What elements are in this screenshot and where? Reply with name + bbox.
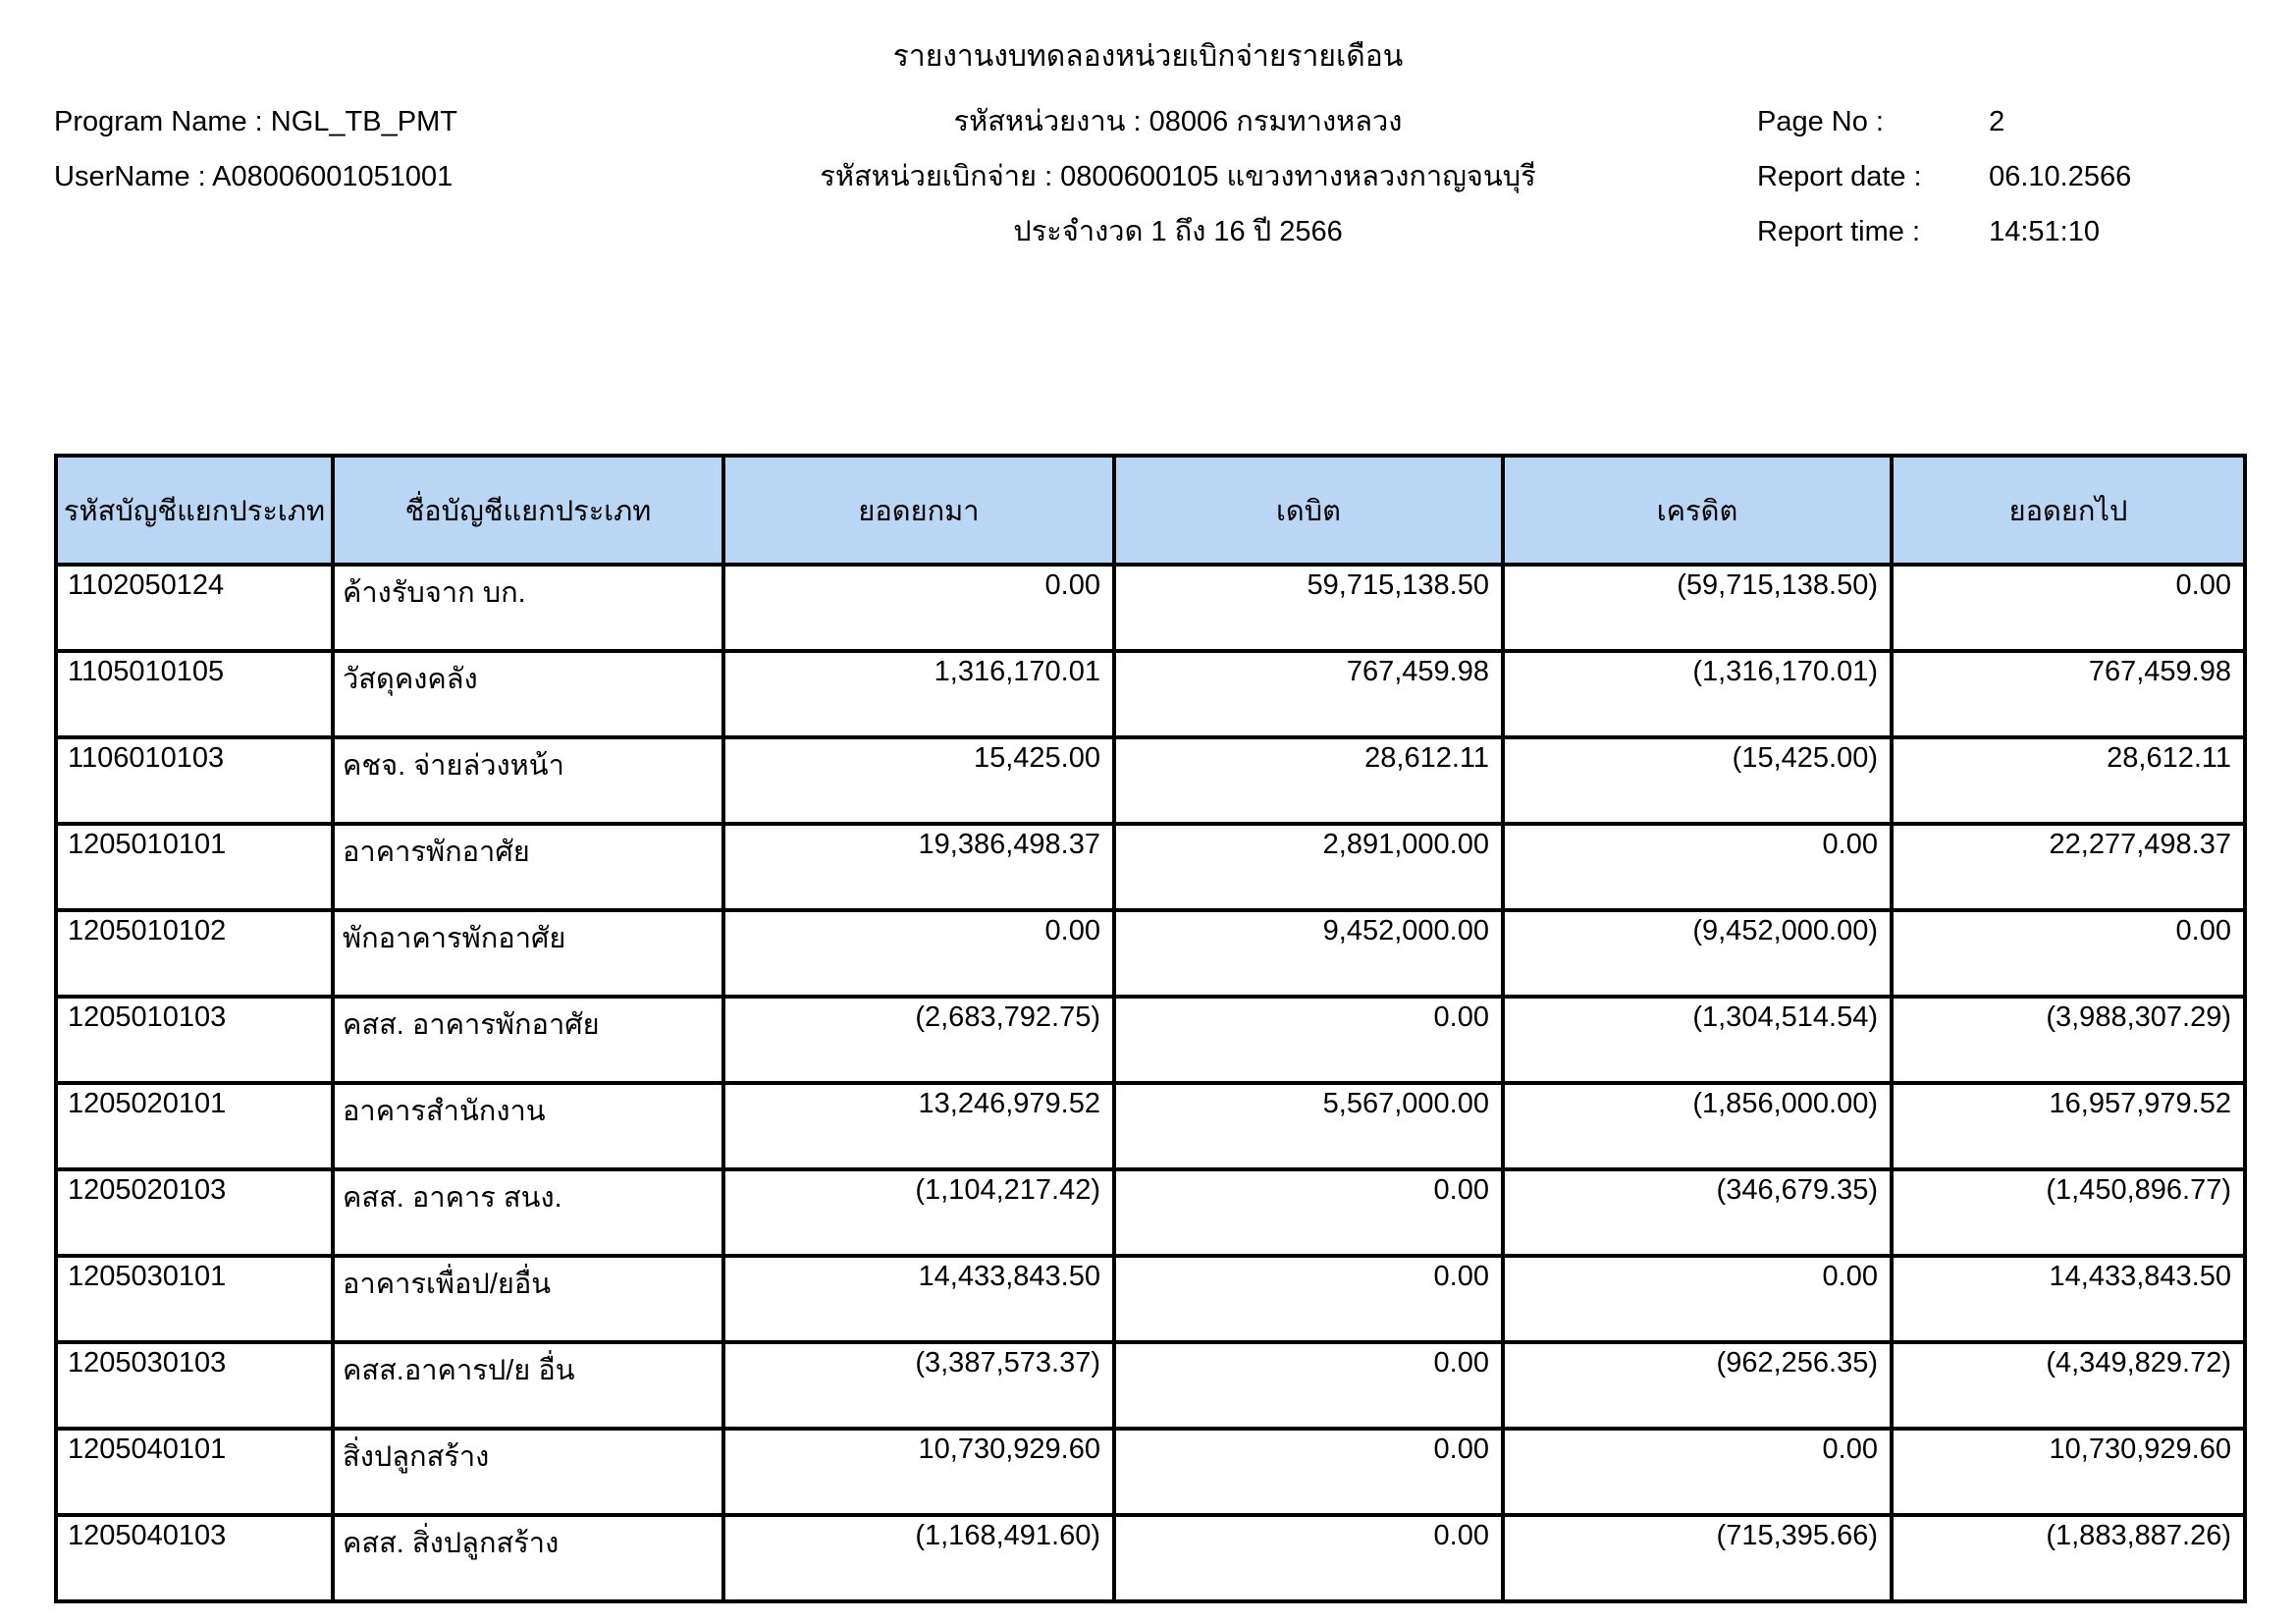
credit-cell: 0.00 <box>1503 1256 1892 1342</box>
page-no-line <box>1669 94 2296 149</box>
credit-cell: (1,856,000.00) <box>1503 1083 1892 1169</box>
period-line: ประจำงวด 1 ถึง 16 ปี 2566 <box>1013 216 1343 247</box>
account-name-cell: อาคารพักอาศัย <box>333 824 723 910</box>
credit-cell: 0.00 <box>1503 824 1892 910</box>
debit-cell: 0.00 <box>1114 1515 1503 1601</box>
report-date-label: Report date : <box>1757 161 1922 192</box>
user-name-line: UserName : A08006001051001 <box>54 161 454 192</box>
column-header-account-code: รหัสบัญชีแยกประเภท <box>56 456 333 565</box>
debit-cell: 5,567,000.00 <box>1114 1083 1503 1169</box>
closing-balance-cell: (3,988,307.29) <box>1892 997 2245 1083</box>
opening-balance-cell: 10,730,929.60 <box>723 1429 1114 1515</box>
account-code-cell: 1205010102 <box>56 910 333 997</box>
table-row <box>56 651 2245 737</box>
account-code-cell: 1205010101 <box>56 824 333 910</box>
opening-balance-cell: (1,104,217.42) <box>723 1169 1114 1256</box>
table-row <box>56 1256 2245 1342</box>
column-header-credit: เครดิต <box>1503 456 1892 565</box>
account-code-cell: 1205030103 <box>56 1342 333 1429</box>
account-code-cell: 1102050124 <box>56 565 333 651</box>
account-code-cell: 1205040101 <box>56 1429 333 1515</box>
closing-balance-cell: (1,450,896.77) <box>1892 1169 2245 1256</box>
debit-cell: 0.00 <box>1114 1169 1503 1256</box>
opening-balance-cell: (1,168,491.60) <box>723 1515 1114 1601</box>
program-name-line: Program Name : NGL_TB_PMT <box>54 106 457 137</box>
report-time-label: Report time : <box>1757 216 1920 247</box>
table-row <box>56 1169 2245 1256</box>
credit-cell: (715,395.66) <box>1503 1515 1892 1601</box>
agency-code-line: รหัสหน่วยงาน : 08006 กรมทางหลวง <box>953 106 1403 137</box>
page-no-label: Page No : <box>1757 106 1884 137</box>
table-row <box>56 1429 2245 1515</box>
account-name-cell: คชจ. จ่ายล่วงหน้า <box>333 737 723 824</box>
table-row <box>56 1083 2245 1169</box>
table-row <box>56 1342 2245 1429</box>
closing-balance-cell: 0.00 <box>1892 910 2245 997</box>
opening-balance-cell: (3,387,573.37) <box>723 1342 1114 1429</box>
account-name-cell: คสส.อาคารป/ย อื่น <box>333 1342 723 1429</box>
page-no-value: 2 <box>1989 106 2005 137</box>
credit-cell: (59,715,138.50) <box>1503 565 1892 651</box>
header-spacer <box>0 204 687 259</box>
account-name-cell: คสส. สิ่งปลูกสร้าง <box>333 1515 723 1601</box>
closing-balance-cell: 14,433,843.50 <box>1892 1256 2245 1342</box>
account-name-cell: อาคารเพื่อป/ยอื่น <box>333 1256 723 1342</box>
closing-balance-cell: (4,349,829.72) <box>1892 1342 2245 1429</box>
opening-balance-cell: 19,386,498.37 <box>723 824 1114 910</box>
account-code-cell: 1106010103 <box>56 737 333 824</box>
closing-balance-cell: 767,459.98 <box>1892 651 2245 737</box>
closing-balance-cell: (1,883,887.26) <box>1892 1515 2245 1601</box>
table-row <box>56 997 2245 1083</box>
closing-balance-cell: 16,957,979.52 <box>1892 1083 2245 1169</box>
report-header <box>0 94 2296 259</box>
opening-balance-cell: 13,246,979.52 <box>723 1083 1114 1169</box>
column-header-opening-balance: ยอดยกมา <box>723 456 1114 565</box>
table-row <box>56 824 2245 910</box>
report-title: รายงานงบทดลองหน่วยเบิกจ่ายรายเดือน <box>892 40 1404 73</box>
credit-cell: (346,679.35) <box>1503 1169 1892 1256</box>
debit-cell: 0.00 <box>1114 1342 1503 1429</box>
closing-balance-cell: 28,612.11 <box>1892 737 2245 824</box>
table-row <box>56 1515 2245 1601</box>
credit-cell: (15,425.00) <box>1503 737 1892 824</box>
debit-cell: 9,452,000.00 <box>1114 910 1503 997</box>
table-row <box>56 737 2245 824</box>
report-date-value: 06.10.2566 <box>1989 161 2132 192</box>
debit-cell: 0.00 <box>1114 997 1503 1083</box>
trial-balance-table <box>54 454 2247 1603</box>
credit-cell: (1,316,170.01) <box>1503 651 1892 737</box>
table-header-row <box>56 456 2245 565</box>
debit-cell: 767,459.98 <box>1114 651 1503 737</box>
report-time-value: 14:51:10 <box>1989 216 2100 247</box>
report-date-line <box>1669 149 2296 204</box>
account-name-cell: พักอาคารพักอาศัย <box>333 910 723 997</box>
account-name-cell: คสส. อาคาร สนง. <box>333 1169 723 1256</box>
credit-cell: (1,304,514.54) <box>1503 997 1892 1083</box>
debit-cell: 0.00 <box>1114 1256 1503 1342</box>
table-row <box>56 910 2245 997</box>
account-code-cell: 1205040103 <box>56 1515 333 1601</box>
account-name-cell: วัสดุคงคลัง <box>333 651 723 737</box>
debit-cell: 0.00 <box>1114 1429 1503 1515</box>
column-header-account-name: ชื่อบัญชีแยกประเภท <box>333 456 723 565</box>
account-code-cell: 1205030101 <box>56 1256 333 1342</box>
closing-balance-cell: 0.00 <box>1892 565 2245 651</box>
report-time-line <box>1669 204 2296 259</box>
opening-balance-cell: 0.00 <box>723 910 1114 997</box>
opening-balance-cell: 0.00 <box>723 565 1114 651</box>
debit-cell: 59,715,138.50 <box>1114 565 1503 651</box>
account-code-cell: 1205010103 <box>56 997 333 1083</box>
column-header-debit: เดบิต <box>1114 456 1503 565</box>
column-header-closing-balance: ยอดยกไป <box>1892 456 2245 565</box>
account-name-cell: อาคารสำนักงาน <box>333 1083 723 1169</box>
opening-balance-cell: 15,425.00 <box>723 737 1114 824</box>
table-body <box>56 565 2245 1601</box>
account-code-cell: 1105010105 <box>56 651 333 737</box>
account-code-cell: 1205020101 <box>56 1083 333 1169</box>
account-code-cell: 1205020103 <box>56 1169 333 1256</box>
opening-balance-cell: (2,683,792.75) <box>723 997 1114 1083</box>
opening-balance-cell: 14,433,843.50 <box>723 1256 1114 1342</box>
closing-balance-cell: 22,277,498.37 <box>1892 824 2245 910</box>
disbursement-unit-line: รหัสหน่วยเบิกจ่าย : 0800600105 แขวงทางหลวงกาญจนบุรี <box>820 161 1536 192</box>
table-row <box>56 565 2245 651</box>
credit-cell: (9,452,000.00) <box>1503 910 1892 997</box>
debit-cell: 2,891,000.00 <box>1114 824 1503 910</box>
credit-cell: (962,256.35) <box>1503 1342 1892 1429</box>
closing-balance-cell: 10,730,929.60 <box>1892 1429 2245 1515</box>
account-name-cell: ค้างรับจาก บก. <box>333 565 723 651</box>
opening-balance-cell: 1,316,170.01 <box>723 651 1114 737</box>
account-name-cell: คสส. อาคารพักอาศัย <box>333 997 723 1083</box>
credit-cell: 0.00 <box>1503 1429 1892 1515</box>
debit-cell: 28,612.11 <box>1114 737 1503 824</box>
account-name-cell: สิ่งปลูกสร้าง <box>333 1429 723 1515</box>
